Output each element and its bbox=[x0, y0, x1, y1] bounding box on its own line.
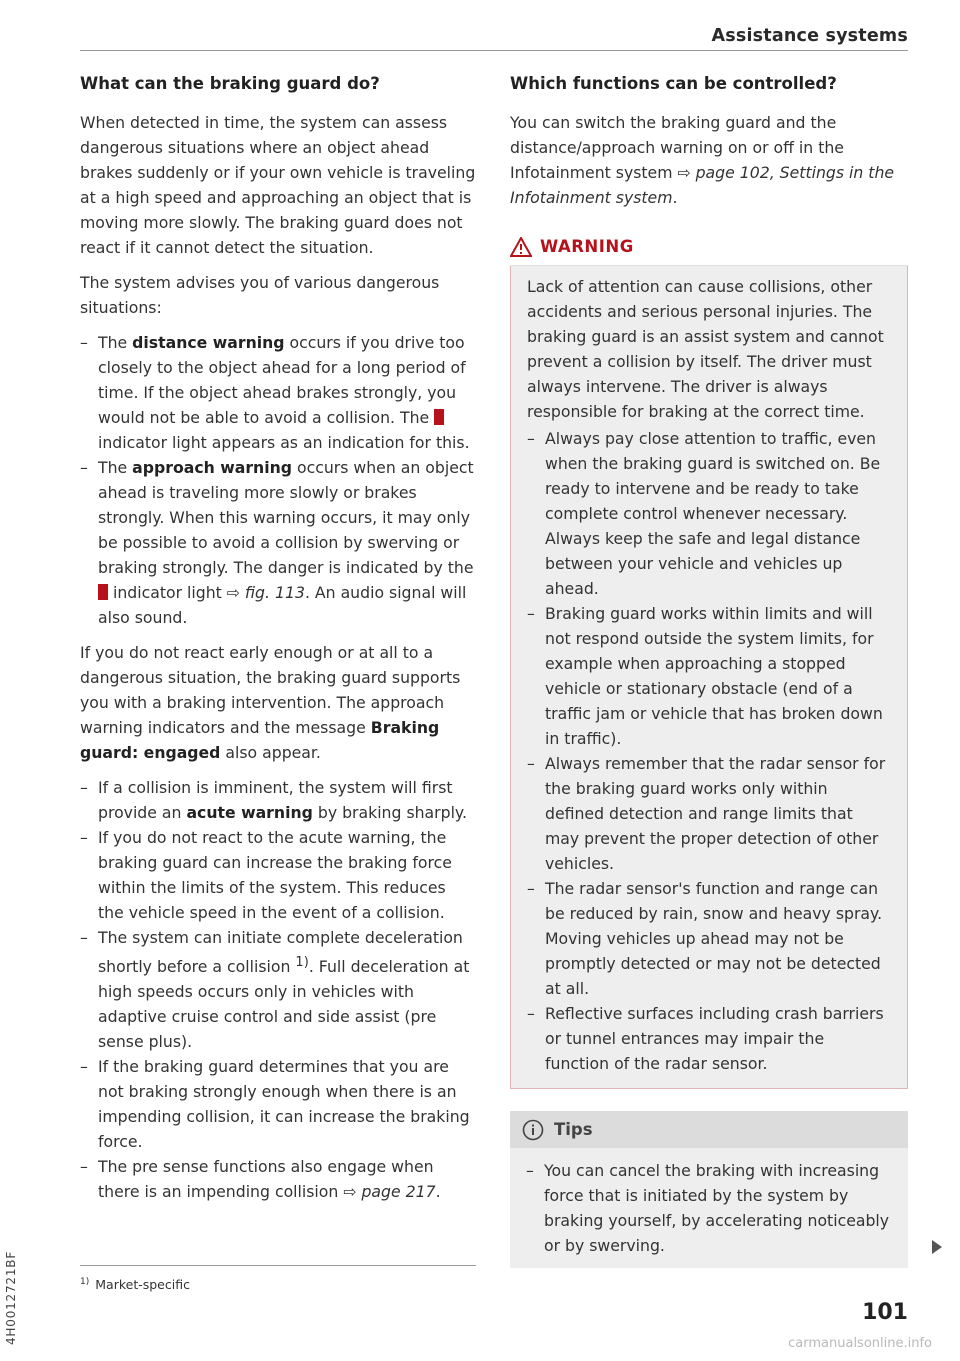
text: The bbox=[98, 333, 133, 352]
paragraph-advises: The system advises you of various dangerous situations: bbox=[80, 273, 440, 317]
term-distance-warning: distance warning bbox=[132, 333, 285, 352]
warning-box bbox=[510, 226, 908, 1089]
info-icon bbox=[522, 1119, 544, 1141]
intervention-list bbox=[80, 775, 476, 1204]
footnote-text: Market-specific bbox=[95, 1277, 190, 1293]
paragraph-intro: When detected in time, the system can assess dangerous situations where an object ahead brakes suddenly or if your own vehicle is traveling at a high speed and approaching an object that is moving more slowly. The braking guard does not react if it cannot detect the situation. bbox=[80, 113, 476, 257]
text: If a collision is imminent, the system will first provide an bbox=[98, 778, 453, 822]
text: . bbox=[672, 188, 678, 207]
text: by braking sharply. bbox=[312, 803, 467, 822]
list-item-increase-force: – If you do not react to the acute warning, the braking guard can increase the braking force within the limits of the system. This reduces the vehicle speed in the event of a collision. bbox=[80, 825, 476, 925]
text: . An audio signal will also sound. bbox=[98, 583, 467, 627]
paragraph-intervention bbox=[80, 640, 476, 765]
warning-body bbox=[510, 266, 908, 1089]
page-header-title: Assistance systems bbox=[711, 26, 908, 46]
text: occurs if you drive too closely to the object ahead for a long period of time. If the object ahead brakes strongly, you would not be able to avoid a collision. The bbox=[98, 333, 466, 427]
footnote bbox=[80, 1277, 190, 1292]
page-reference-link[interactable]: ⇨ page 217 bbox=[343, 1182, 436, 1202]
term-approach-warning: approach warning bbox=[132, 458, 293, 477]
list-item-acute-warning bbox=[80, 775, 476, 825]
page-number: 101 bbox=[862, 1300, 908, 1325]
figure-reference-link[interactable]: ⇨ fig. 113 bbox=[226, 583, 305, 602]
list-item-pre-sense bbox=[80, 1154, 476, 1204]
tip-item: – You can cancel the braking with increasing force that is initiated by the system by braking yourself, by accelerating noticeably or by swerving. bbox=[526, 1158, 892, 1258]
text: occurs when an object ahead is traveling more slowly or brakes strongly. When this warning occurs, it may only be possible to avoid a collision by swerving or braking strongly. The danger is indicated by the bbox=[98, 458, 474, 577]
warning-list bbox=[527, 426, 891, 1076]
list-item-deceleration bbox=[80, 925, 476, 1054]
warning-intro: Lack of attention can cause collisions, other accidents and serious personal injuries. The braking guard is an assist system and cannot prevent a collision by itself. The driver must always intervene. The driver is always responsible for braking at the correct time. bbox=[527, 277, 884, 421]
tips-body bbox=[510, 1148, 908, 1268]
left-column bbox=[80, 72, 476, 1214]
warning-types-list bbox=[80, 330, 476, 630]
list-item-approach-warning bbox=[80, 455, 476, 630]
text: The bbox=[98, 458, 133, 477]
footnote-rule bbox=[80, 1265, 476, 1266]
warning-item: – Braking guard works within limits and will not respond outside the system limits, for example when approaching a stopped vehicle or stationary obstacle (end of a traffic jam or vehicle that has broken down in traffic). bbox=[527, 601, 891, 751]
text: indicator light appears as an indication for this. bbox=[98, 433, 470, 452]
section-heading-braking-guard: What can the braking guard do? bbox=[80, 74, 380, 93]
list-item-distance-warning bbox=[80, 330, 476, 455]
text: If you do not react early enough or at all to a dangerous situation, the braking guard supports you with a braking intervention. The approach warning indicators and the message bbox=[80, 643, 461, 737]
tips-box bbox=[510, 1111, 908, 1268]
term-acute-warning: acute warning bbox=[186, 803, 313, 822]
header-rule bbox=[80, 50, 908, 51]
settings-page-reference-link[interactable]: ⇨ page 102, Settings in the Infotainment system bbox=[510, 163, 895, 207]
continue-arrow-icon bbox=[932, 1240, 942, 1254]
tips-label: Tips bbox=[554, 1120, 593, 1139]
text: also appear. bbox=[220, 743, 321, 762]
right-column bbox=[510, 72, 908, 1268]
warning-triangle-icon bbox=[510, 237, 532, 257]
text: The system can initiate complete deceleration shortly before a collision bbox=[98, 928, 463, 977]
side-document-code bbox=[4, 1245, 40, 1345]
tips-header bbox=[510, 1111, 908, 1148]
warning-item: – Reflective surfaces including crash barriers or tunnel entrances may impair the function of the radar sensor. bbox=[527, 1001, 891, 1076]
text: You can switch the braking guard and the distance/approach warning on or off in the Infotainment system bbox=[510, 113, 844, 182]
text: . bbox=[435, 1182, 441, 1202]
text: . Full deceleration at high speeds occurs only in vehicles with adaptive cruise control and side assist (pre sense plus). bbox=[98, 957, 470, 1052]
warning-item: – The radar sensor's function and range can be reduced by rain, snow and heavy spray. Moving vehicles up ahead may not be promptly detected or may not be detected at all. bbox=[527, 876, 891, 1001]
text: The pre sense functions also engage when there is an impending collision bbox=[98, 1157, 434, 1202]
paragraph-switch bbox=[510, 110, 908, 210]
footnote-marker: 1) bbox=[295, 955, 309, 970]
section-heading-functions: Which functions can be controlled? bbox=[510, 74, 837, 93]
watermark: carmanualsonline.info bbox=[788, 1336, 932, 1351]
indicator-light-icon bbox=[98, 584, 108, 600]
indicator-light-icon bbox=[434, 409, 444, 425]
tips-list bbox=[526, 1158, 892, 1258]
document-code-text: 4H0012721BF bbox=[4, 1250, 18, 1345]
footnote-mark: 1) bbox=[80, 1277, 90, 1287]
text: indicator light bbox=[108, 583, 227, 602]
message-braking-guard-engaged: Braking guard: engaged bbox=[80, 718, 440, 762]
list-item-not-braking-enough: – If the braking guard determines that you are not braking strongly enough when there is an impending collision, it can increase the braking force. bbox=[80, 1054, 476, 1154]
warning-item: – Always remember that the radar sensor for the braking guard works only within defined detection and range limits that may prevent the proper detection of other vehicles. bbox=[527, 751, 891, 876]
warning-header bbox=[510, 226, 908, 266]
warning-label: WARNING bbox=[540, 237, 634, 256]
warning-item: – Always pay close attention to traffic, even when the braking guard is switched on. Be ready to intervene and be ready to take complete control whenever necessary. Always keep the safe and legal distance between your vehicle and vehicles up ahead. bbox=[527, 426, 891, 601]
